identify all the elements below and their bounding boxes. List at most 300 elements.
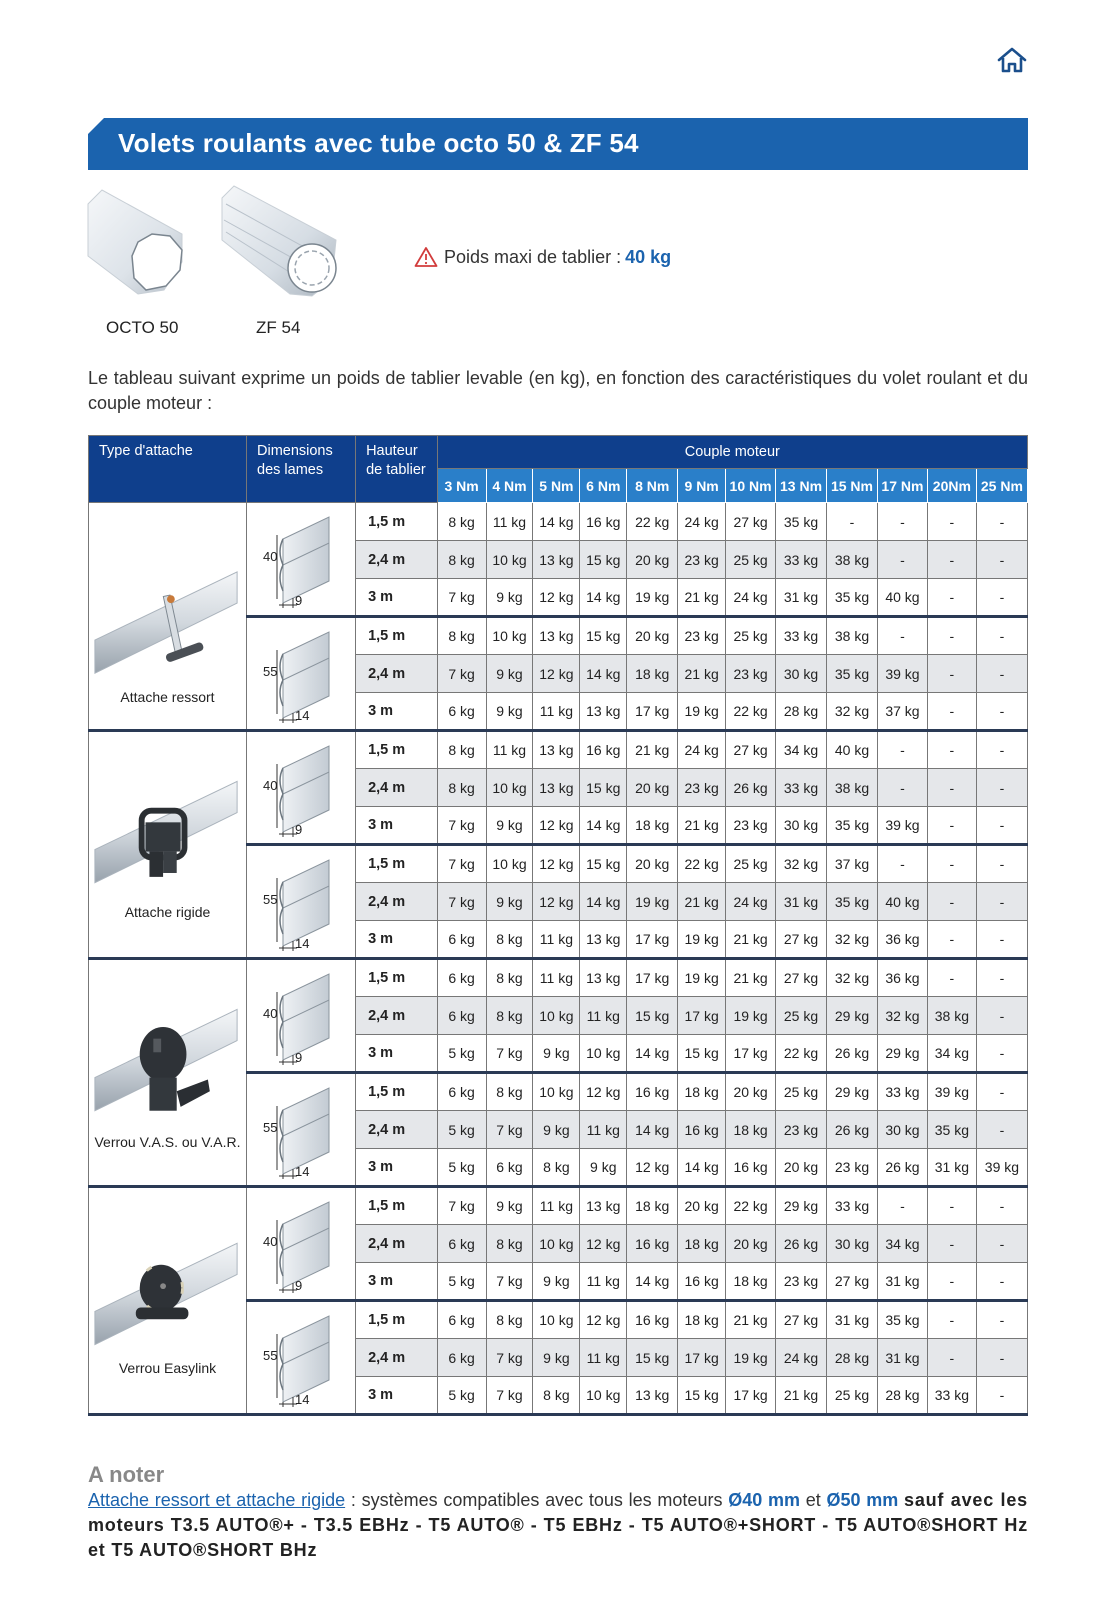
- weight-cell: 35 kg: [827, 655, 878, 693]
- weight-cell: 38 kg: [927, 997, 976, 1035]
- weight-cell: -: [877, 845, 927, 883]
- weight-cell: 6 kg: [437, 1339, 486, 1377]
- table-row: [89, 959, 1028, 997]
- weight-cell: 9 kg: [486, 1187, 533, 1225]
- weight-cell: 37 kg: [827, 845, 878, 883]
- weight-cell: -: [877, 617, 927, 655]
- height-cell: 2,4 m: [356, 769, 438, 807]
- torque-header: 17 Nm: [877, 469, 927, 503]
- torque-header: 5 Nm: [533, 469, 580, 503]
- weight-cell: -: [976, 883, 1027, 921]
- zf54-tube-image: [220, 184, 340, 300]
- weight-cell: 40 kg: [877, 883, 927, 921]
- weight-cell: 30 kg: [827, 1225, 878, 1263]
- weight-cell: 15 kg: [580, 617, 627, 655]
- torque-header: 25 Nm: [976, 469, 1027, 503]
- attach-type-cell: [89, 731, 247, 959]
- weight-cell: 21 kg: [678, 883, 726, 921]
- weight-cell: 10 kg: [533, 1225, 580, 1263]
- weight-cell: -: [976, 693, 1027, 731]
- height-cell: 2,4 m: [356, 1339, 438, 1377]
- weight-cell: -: [976, 655, 1027, 693]
- weight-cell: 10 kg: [486, 541, 533, 579]
- weight-cell: 13 kg: [580, 693, 627, 731]
- weight-cell: 7 kg: [486, 1111, 533, 1149]
- weight-cell: -: [976, 1225, 1027, 1263]
- weight-cell: -: [877, 769, 927, 807]
- weight-cell: 32 kg: [776, 845, 827, 883]
- weight-cell: 9 kg: [486, 655, 533, 693]
- lame-width-label: 14: [294, 707, 309, 723]
- weight-cell: 33 kg: [827, 1187, 878, 1225]
- weight-cell: 12 kg: [533, 807, 580, 845]
- weight-cell: 15 kg: [678, 1377, 726, 1415]
- weight-cell: -: [927, 579, 976, 617]
- weight-cell: 6 kg: [437, 1225, 486, 1263]
- home-icon[interactable]: [996, 46, 1028, 74]
- weight-cell: -: [976, 1301, 1027, 1339]
- weight-cell: -: [976, 769, 1027, 807]
- weight-cell: 35 kg: [827, 883, 878, 921]
- weight-cell: 14 kg: [627, 1035, 678, 1073]
- weight-cell: 8 kg: [437, 769, 486, 807]
- weight-cell: 8 kg: [533, 1149, 580, 1187]
- weight-cell: 33 kg: [776, 769, 827, 807]
- height-cell: 1,5 m: [356, 503, 438, 541]
- weight-cell: 16 kg: [627, 1073, 678, 1111]
- lame-width-label: 14: [294, 1163, 309, 1179]
- page-title: Volets roulants avec tube octo 50 & ZF 54: [118, 128, 639, 158]
- weight-cell: 18 kg: [627, 655, 678, 693]
- intro-text: Le tableau suivant exprime un poids de tablier levable (en kg), en fonction des caractéristiques du volet roulant et du couple moteur :: [88, 368, 1028, 413]
- weight-cell: 18 kg: [627, 807, 678, 845]
- weight-cell: 27 kg: [776, 1301, 827, 1339]
- lame-height-label: 40: [262, 549, 277, 564]
- weight-cell: 8 kg: [486, 959, 533, 997]
- weight-cell: 29 kg: [827, 1073, 878, 1111]
- weight-cell: 16 kg: [627, 1301, 678, 1339]
- height-cell: 3 m: [356, 693, 438, 731]
- weight-cell: 20 kg: [776, 1149, 827, 1187]
- lame-width-label: 14: [294, 1391, 309, 1407]
- weight-cell: 23 kg: [678, 541, 726, 579]
- weight-cell: 7 kg: [437, 883, 486, 921]
- weight-cell: 8 kg: [437, 541, 486, 579]
- weight-cell: 39 kg: [927, 1073, 976, 1111]
- weight-cell: -: [976, 959, 1027, 997]
- attach-type-cell: [89, 1187, 247, 1415]
- weight-cell: 24 kg: [678, 731, 726, 769]
- lame-dimensions-cell: [247, 845, 356, 959]
- note-text: [88, 1488, 1028, 1563]
- weight-cell: 27 kg: [726, 731, 776, 769]
- weight-cell: 8 kg: [437, 617, 486, 655]
- weight-cell: 23 kg: [726, 655, 776, 693]
- weight-cell: 6 kg: [437, 997, 486, 1035]
- weight-cell: -: [877, 731, 927, 769]
- weight-cell: 10 kg: [580, 1035, 627, 1073]
- weight-cell: 17 kg: [726, 1035, 776, 1073]
- weight-cell: 13 kg: [533, 541, 580, 579]
- weight-cell: 9 kg: [533, 1035, 580, 1073]
- weight-cell: 21 kg: [776, 1377, 827, 1415]
- weight-cell: 35 kg: [776, 503, 827, 541]
- weight-cell: 11 kg: [580, 1339, 627, 1377]
- weight-cell: 24 kg: [726, 579, 776, 617]
- attach-type-label: Attache ressort: [120, 689, 215, 705]
- weight-cell: 5 kg: [437, 1263, 486, 1301]
- weight-cell: 9 kg: [486, 883, 533, 921]
- weight-cell: -: [927, 769, 976, 807]
- weight-cell: 6 kg: [437, 693, 486, 731]
- weight-cell: 6 kg: [437, 921, 486, 959]
- weight-cell: 28 kg: [827, 1339, 878, 1377]
- weight-cell: 13 kg: [580, 921, 627, 959]
- weight-cell: 13 kg: [580, 959, 627, 997]
- max-weight-warning: [414, 246, 671, 268]
- weight-cell: 31 kg: [877, 1339, 927, 1377]
- weight-cell: 21 kg: [627, 731, 678, 769]
- weight-cell: 8 kg: [437, 503, 486, 541]
- weight-cell: 39 kg: [976, 1149, 1027, 1187]
- weight-cell: 5 kg: [437, 1377, 486, 1415]
- lame-height-label: 55: [262, 1119, 277, 1135]
- weight-cell: 12 kg: [533, 655, 580, 693]
- lame-width-label: 9: [294, 593, 302, 608]
- lame-dimensions-cell: [247, 617, 356, 731]
- weight-cell: 16 kg: [678, 1111, 726, 1149]
- weight-cell: 22 kg: [678, 845, 726, 883]
- weight-cell: 27 kg: [776, 959, 827, 997]
- weight-cell: -: [927, 617, 976, 655]
- weight-cell: 17 kg: [627, 921, 678, 959]
- weight-cell: -: [927, 883, 976, 921]
- weight-cell: -: [927, 1263, 976, 1301]
- weight-cell: 20 kg: [627, 541, 678, 579]
- weight-cell: 5 kg: [437, 1111, 486, 1149]
- weight-cell: 29 kg: [877, 1035, 927, 1073]
- weight-cell: 14 kg: [627, 1263, 678, 1301]
- weight-cell: 17 kg: [627, 959, 678, 997]
- note-link[interactable]: Attache ressort et attache rigide: [88, 1490, 346, 1510]
- weight-cell: 33 kg: [877, 1073, 927, 1111]
- weight-cell: 13 kg: [533, 617, 580, 655]
- weight-cell: 40 kg: [827, 731, 878, 769]
- weight-cell: 23 kg: [776, 1111, 827, 1149]
- weight-cell: 19 kg: [678, 959, 726, 997]
- weight-cell: 39 kg: [877, 807, 927, 845]
- weight-cell: -: [976, 845, 1027, 883]
- lame-width-label: 9: [294, 1049, 302, 1065]
- weight-cell: 20 kg: [726, 1225, 776, 1263]
- weight-cell: 33 kg: [776, 541, 827, 579]
- weight-cell: -: [927, 1339, 976, 1377]
- weight-cell: 28 kg: [776, 693, 827, 731]
- weight-cell: 31 kg: [776, 883, 827, 921]
- weight-cell: 28 kg: [877, 1377, 927, 1415]
- height-cell: 1,5 m: [356, 845, 438, 883]
- weight-cell: -: [927, 541, 976, 579]
- weight-cell: 6 kg: [437, 1073, 486, 1111]
- weight-cell: 18 kg: [678, 1225, 726, 1263]
- weight-cell: 36 kg: [877, 959, 927, 997]
- weight-cell: 12 kg: [580, 1225, 627, 1263]
- weight-cell: 11 kg: [533, 693, 580, 731]
- weight-cell: 25 kg: [726, 617, 776, 655]
- weight-cell: 34 kg: [776, 731, 827, 769]
- weight-cell: 10 kg: [533, 1073, 580, 1111]
- torque-header: 9 Nm: [678, 469, 726, 503]
- weight-cell: 30 kg: [776, 807, 827, 845]
- weight-cell: 7 kg: [437, 579, 486, 617]
- lame-width-label: 9: [294, 1277, 302, 1293]
- torque-weight-table: [88, 435, 1028, 1416]
- weight-cell: 9 kg: [486, 693, 533, 731]
- weight-cell: 6 kg: [437, 1301, 486, 1339]
- weight-cell: 9 kg: [533, 1111, 580, 1149]
- weight-cell: 19 kg: [726, 997, 776, 1035]
- lame-dimensions-cell: [247, 1073, 356, 1187]
- weight-cell: 23 kg: [776, 1263, 827, 1301]
- weight-cell: 10 kg: [580, 1377, 627, 1415]
- weight-cell: 11 kg: [486, 503, 533, 541]
- weight-cell: 29 kg: [776, 1187, 827, 1225]
- note-text-1: : systèmes compatibles avec tous les moteurs: [345, 1490, 729, 1510]
- weight-cell: 16 kg: [627, 1225, 678, 1263]
- weight-cell: 14 kg: [627, 1111, 678, 1149]
- weight-cell: -: [976, 617, 1027, 655]
- weight-cell: 21 kg: [726, 1301, 776, 1339]
- weight-cell: 37 kg: [877, 693, 927, 731]
- weight-cell: 11 kg: [580, 1111, 627, 1149]
- weight-cell: 16 kg: [580, 731, 627, 769]
- weight-cell: -: [976, 731, 1027, 769]
- weight-cell: 18 kg: [726, 1263, 776, 1301]
- weight-cell: 24 kg: [726, 883, 776, 921]
- height-cell: 3 m: [356, 1377, 438, 1415]
- height-cell: 3 m: [356, 1263, 438, 1301]
- weight-cell: -: [927, 921, 976, 959]
- weight-cell: 11 kg: [533, 921, 580, 959]
- weight-cell: 31 kg: [827, 1301, 878, 1339]
- weight-cell: 34 kg: [927, 1035, 976, 1073]
- weight-cell: 12 kg: [533, 883, 580, 921]
- height-cell: 3 m: [356, 1149, 438, 1187]
- weight-cell: 8 kg: [486, 1301, 533, 1339]
- weight-cell: -: [927, 693, 976, 731]
- weight-cell: 14 kg: [580, 807, 627, 845]
- weight-cell: 11 kg: [486, 731, 533, 769]
- attach-type-label: Verrou Easylink: [118, 1360, 217, 1376]
- weight-cell: -: [927, 1187, 976, 1225]
- weight-cell: 14 kg: [678, 1149, 726, 1187]
- height-cell: 3 m: [356, 807, 438, 845]
- weight-cell: 39 kg: [877, 655, 927, 693]
- weight-cell: 17 kg: [678, 1339, 726, 1377]
- attach-type-cell: [89, 503, 247, 731]
- weight-cell: 15 kg: [580, 769, 627, 807]
- weight-cell: 16 kg: [580, 503, 627, 541]
- weight-cell: 15 kg: [580, 541, 627, 579]
- weight-cell: -: [877, 541, 927, 579]
- weight-cell: 20 kg: [678, 1187, 726, 1225]
- weight-cell: 8 kg: [486, 1225, 533, 1263]
- weight-cell: 11 kg: [533, 959, 580, 997]
- lame-height-label: 40: [262, 1005, 277, 1021]
- height-cell: 2,4 m: [356, 997, 438, 1035]
- weight-cell: 40 kg: [877, 579, 927, 617]
- weight-cell: 21 kg: [678, 579, 726, 617]
- weight-cell: 7 kg: [437, 655, 486, 693]
- weight-cell: 24 kg: [776, 1339, 827, 1377]
- weight-cell: 15 kg: [580, 845, 627, 883]
- weight-cell: 8 kg: [486, 997, 533, 1035]
- weight-cell: 31 kg: [776, 579, 827, 617]
- weight-cell: 36 kg: [877, 921, 927, 959]
- weight-cell: 6 kg: [437, 959, 486, 997]
- lame-dimensions-cell: [247, 959, 356, 1073]
- attach-type-label: Verrou V.A.S. ou V.A.R.: [94, 1134, 241, 1150]
- weight-cell: -: [976, 1187, 1027, 1225]
- weight-cell: 8 kg: [437, 731, 486, 769]
- weight-cell: 18 kg: [726, 1111, 776, 1149]
- weight-cell: -: [927, 807, 976, 845]
- weight-cell: -: [927, 731, 976, 769]
- table-row: [89, 731, 1028, 769]
- weight-cell: 15 kg: [627, 1339, 678, 1377]
- weight-cell: -: [976, 503, 1027, 541]
- weight-cell: 19 kg: [627, 579, 678, 617]
- weight-cell: 21 kg: [678, 807, 726, 845]
- height-cell: 2,4 m: [356, 1111, 438, 1149]
- weight-cell: 8 kg: [486, 1073, 533, 1111]
- torque-header: 6 Nm: [580, 469, 627, 503]
- tube-label-octo50: OCTO 50: [106, 318, 179, 337]
- weight-cell: 9 kg: [486, 807, 533, 845]
- weight-cell: 26 kg: [827, 1111, 878, 1149]
- weight-cell: -: [927, 1301, 976, 1339]
- torque-header: 10 Nm: [726, 469, 776, 503]
- attach-type-cell: [89, 959, 247, 1187]
- lame-dimensions-cell: [247, 503, 356, 617]
- weight-cell: -: [927, 655, 976, 693]
- weight-cell: 19 kg: [678, 921, 726, 959]
- header-hauteur: Hauteur de tablier: [356, 436, 438, 503]
- weight-cell: 7 kg: [437, 807, 486, 845]
- height-cell: 3 m: [356, 921, 438, 959]
- lame-width-label: 9: [294, 821, 302, 837]
- weight-cell: 7 kg: [486, 1035, 533, 1073]
- weight-cell: -: [877, 1187, 927, 1225]
- weight-cell: -: [927, 845, 976, 883]
- weight-cell: 33 kg: [927, 1377, 976, 1415]
- weight-cell: 25 kg: [776, 1073, 827, 1111]
- weight-cell: 35 kg: [827, 807, 878, 845]
- height-cell: 3 m: [356, 1035, 438, 1073]
- weight-cell: 13 kg: [580, 1187, 627, 1225]
- weight-cell: -: [976, 541, 1027, 579]
- weight-cell: 12 kg: [533, 579, 580, 617]
- weight-cell: 27 kg: [726, 503, 776, 541]
- weight-cell: 11 kg: [580, 997, 627, 1035]
- weight-cell: 22 kg: [627, 503, 678, 541]
- torque-header: 20Nm: [927, 469, 976, 503]
- weight-cell: 26 kg: [776, 1225, 827, 1263]
- weight-cell: 13 kg: [533, 731, 580, 769]
- weight-cell: -: [927, 1225, 976, 1263]
- note-and: et: [799, 1490, 827, 1510]
- table-row: [89, 1187, 1028, 1225]
- lame-height-label: 55: [262, 891, 277, 907]
- height-cell: 1,5 m: [356, 731, 438, 769]
- weight-cell: 25 kg: [776, 997, 827, 1035]
- weight-cell: 25 kg: [827, 1377, 878, 1415]
- weight-cell: 22 kg: [776, 1035, 827, 1073]
- weight-cell: 34 kg: [877, 1225, 927, 1263]
- weight-cell: 13 kg: [533, 769, 580, 807]
- note-bold: sauf avec les moteurs T3.5 AUTO®+ - T3.5 EBHz - T5 AUTO® - T5 EBHz - T5 AUTO®+SHORT - T5 AUTO®SHORT Hz et T5 AUTO®SHORT BHz: [88, 1490, 1028, 1560]
- height-cell: 3 m: [356, 579, 438, 617]
- tube-label-zf54: ZF 54: [256, 318, 301, 337]
- weight-cell: 16 kg: [726, 1149, 776, 1187]
- weight-cell: 15 kg: [678, 1035, 726, 1073]
- lame-height-label: 55: [262, 1347, 277, 1363]
- weight-cell: 38 kg: [827, 617, 878, 655]
- weight-cell: 10 kg: [533, 997, 580, 1035]
- weight-cell: 33 kg: [776, 617, 827, 655]
- header-type-attache: Type d'attache: [89, 436, 247, 503]
- weight-cell: 19 kg: [678, 693, 726, 731]
- weight-cell: 7 kg: [486, 1263, 533, 1301]
- weight-cell: -: [976, 1377, 1027, 1415]
- weight-cell: 21 kg: [726, 921, 776, 959]
- weight-cell: 7 kg: [486, 1339, 533, 1377]
- weight-cell: 6 kg: [486, 1149, 533, 1187]
- weight-cell: 35 kg: [927, 1111, 976, 1149]
- lame-dimensions-cell: [247, 1301, 356, 1415]
- weight-cell: 20 kg: [627, 617, 678, 655]
- weight-cell: 23 kg: [678, 769, 726, 807]
- weight-cell: 32 kg: [827, 693, 878, 731]
- weight-cell: 20 kg: [627, 769, 678, 807]
- torque-header: 3 Nm: [437, 469, 486, 503]
- weight-cell: 10 kg: [533, 1301, 580, 1339]
- weight-cell: 12 kg: [580, 1301, 627, 1339]
- height-cell: 1,5 m: [356, 617, 438, 655]
- weight-cell: -: [976, 1339, 1027, 1377]
- weight-cell: 27 kg: [827, 1263, 878, 1301]
- lame-dimensions-cell: [247, 731, 356, 845]
- lame-width-label: 14: [294, 935, 309, 951]
- lame-dimensions-cell: [247, 1187, 356, 1301]
- weight-cell: -: [976, 1263, 1027, 1301]
- weight-cell: 10 kg: [486, 769, 533, 807]
- warning-text: Poids maxi de tablier :: [444, 246, 622, 267]
- table-row: [89, 503, 1028, 541]
- weight-cell: 11 kg: [533, 1187, 580, 1225]
- weight-cell: 9 kg: [580, 1149, 627, 1187]
- attach-type-label: Attache rigide: [124, 904, 211, 920]
- weight-cell: 9 kg: [533, 1263, 580, 1301]
- weight-cell: 22 kg: [726, 693, 776, 731]
- weight-cell: 32 kg: [877, 997, 927, 1035]
- weight-cell: 12 kg: [627, 1149, 678, 1187]
- weight-cell: 9 kg: [486, 579, 533, 617]
- weight-cell: 7 kg: [437, 845, 486, 883]
- weight-cell: 29 kg: [827, 997, 878, 1035]
- weight-cell: 9 kg: [533, 1339, 580, 1377]
- weight-cell: 15 kg: [627, 997, 678, 1035]
